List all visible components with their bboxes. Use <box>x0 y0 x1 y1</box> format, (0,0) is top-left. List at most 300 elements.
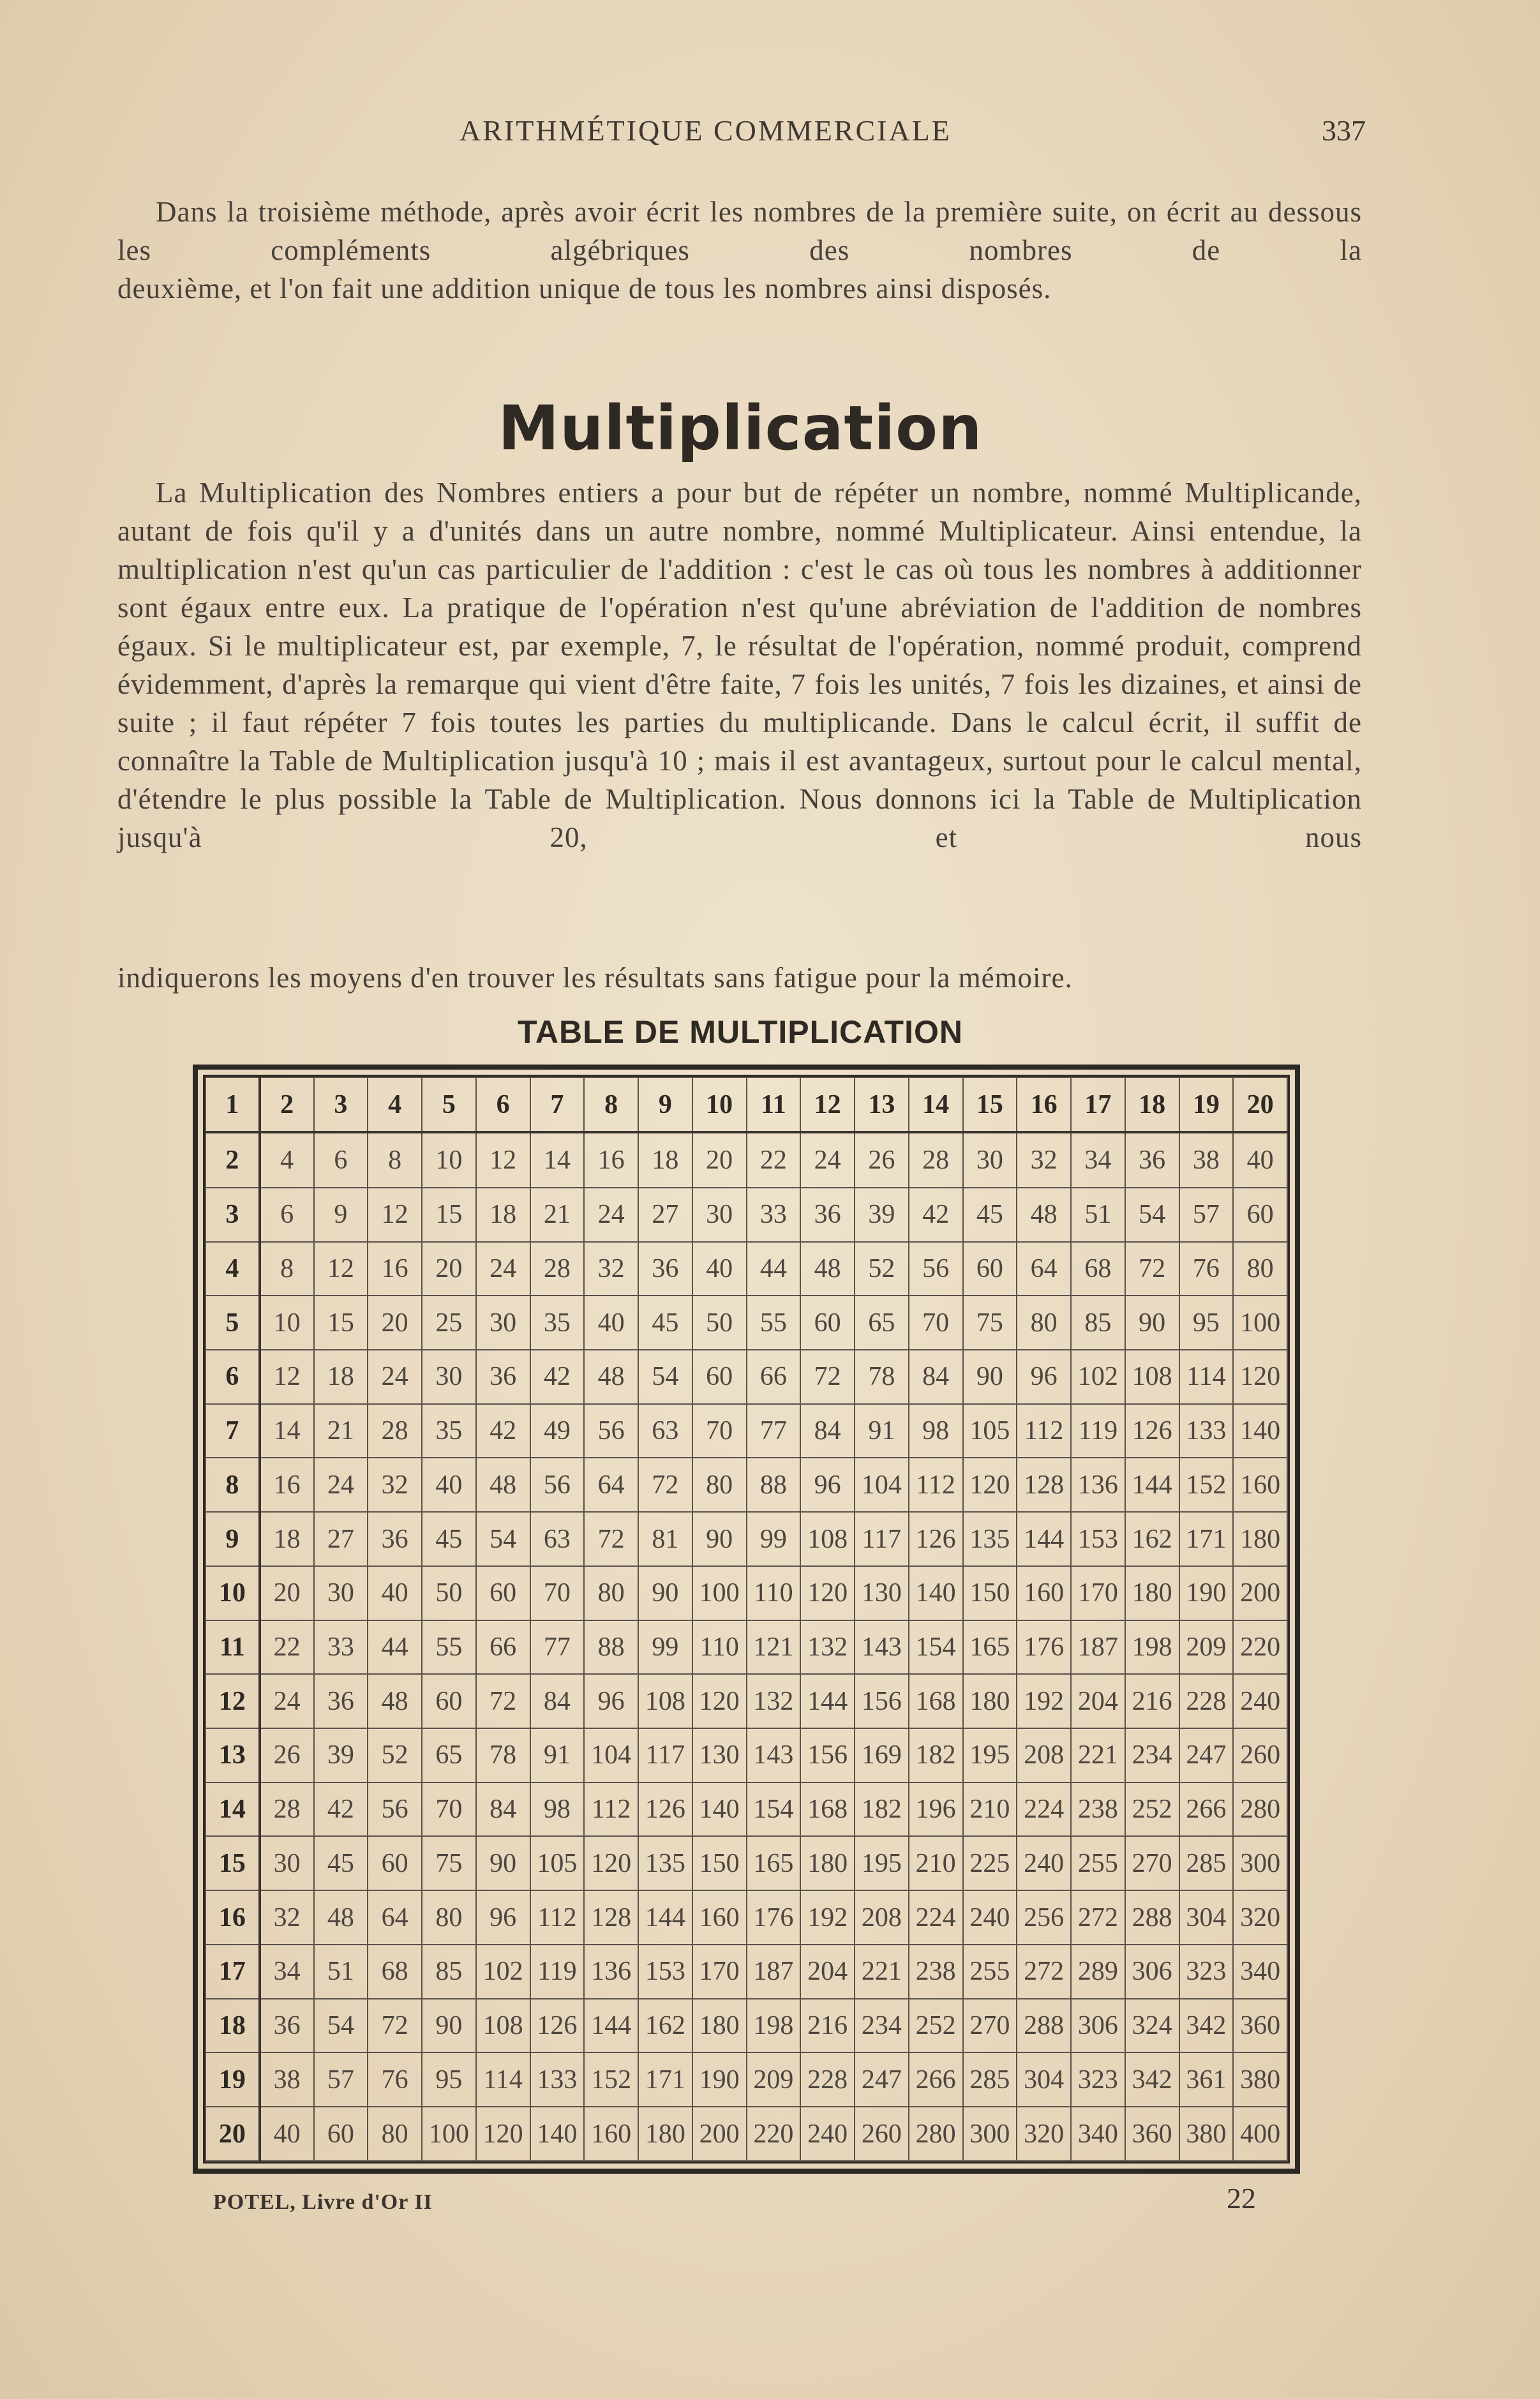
table-cell: 20 <box>692 1132 747 1187</box>
table-cell: 32 <box>260 1890 314 1945</box>
table-cell: 220 <box>1233 1620 1287 1675</box>
table-cell: 45 <box>314 1836 368 1890</box>
table-cell: 225 <box>963 1836 1017 1890</box>
table-cell: 28 <box>530 1242 585 1296</box>
table-cell: 108 <box>1125 1350 1179 1404</box>
table-cell: 140 <box>692 1782 747 1837</box>
table-cell: 21 <box>314 1404 368 1458</box>
table-header-cell: 7 <box>530 1077 585 1132</box>
table-cell: 255 <box>1071 1836 1125 1890</box>
table-cell: 33 <box>747 1188 801 1242</box>
table-cell: 60 <box>963 1242 1017 1296</box>
table-cell: 361 <box>1179 2052 1234 2107</box>
table-cell: 90 <box>422 1999 476 2053</box>
table-cell: 100 <box>422 2107 476 2161</box>
table-cell: 77 <box>530 1620 585 1675</box>
table-cell: 76 <box>368 2052 422 2107</box>
table-header-cell: 9 <box>206 1512 260 1566</box>
table-cell: 60 <box>692 1350 747 1404</box>
table-cell: 112 <box>530 1890 585 1945</box>
table-cell: 95 <box>1179 1296 1234 1350</box>
main-paragraph <box>117 474 1362 856</box>
table-cell: 10 <box>260 1296 314 1350</box>
main-paragraph-last-line-text: indiquerons les moyens d'en trouver les résultats sans fatigue pour la mémoire. <box>117 962 1073 994</box>
table-cell: 81 <box>638 1512 692 1566</box>
table-cell: 14 <box>260 1404 314 1458</box>
table-header-cell: 8 <box>584 1077 638 1132</box>
table-cell: 72 <box>638 1458 692 1512</box>
table-cell: 90 <box>638 1566 692 1620</box>
table-cell: 36 <box>638 1242 692 1296</box>
table-cell: 135 <box>638 1836 692 1890</box>
table-cell: 12 <box>260 1350 314 1404</box>
table-cell: 70 <box>530 1566 585 1620</box>
table-cell: 120 <box>692 1674 747 1728</box>
table-cell: 78 <box>476 1728 530 1782</box>
table-cell: 18 <box>260 1512 314 1566</box>
table-header-cell: 11 <box>206 1620 260 1675</box>
table-header-cell: 10 <box>206 1566 260 1620</box>
table-cell: 190 <box>692 2052 747 2107</box>
table-cell: 54 <box>476 1512 530 1566</box>
table-cell: 136 <box>584 1945 638 1999</box>
table-cell: 20 <box>260 1566 314 1620</box>
table-cell: 133 <box>1179 1404 1234 1458</box>
table-cell: 96 <box>800 1458 855 1512</box>
table-cell: 180 <box>1233 1512 1287 1566</box>
table-cell: 54 <box>638 1350 692 1404</box>
table-cell: 128 <box>1017 1458 1071 1512</box>
table-cell: 240 <box>1017 1836 1071 1890</box>
table-cell: 154 <box>909 1620 963 1675</box>
table-cell: 126 <box>638 1782 692 1837</box>
table-cell: 165 <box>963 1620 1017 1675</box>
table-cell: 35 <box>530 1296 585 1350</box>
table-header-cell: 12 <box>800 1077 855 1132</box>
table-cell: 6 <box>260 1188 314 1242</box>
table-header-cell: 2 <box>260 1077 314 1132</box>
table-cell: 60 <box>368 1836 422 1890</box>
table-cell: 108 <box>476 1999 530 2053</box>
table-cell: 68 <box>1071 1242 1125 1296</box>
multiplication-table-frame <box>193 1065 1300 2174</box>
table-cell: 209 <box>747 2052 801 2107</box>
table-cell: 140 <box>1233 1404 1287 1458</box>
table-cell: 76 <box>1179 1242 1234 1296</box>
table-cell: 144 <box>800 1674 855 1728</box>
table-cell: 196 <box>909 1782 963 1837</box>
table-cell: 289 <box>1071 1945 1125 1999</box>
table-cell: 50 <box>692 1296 747 1350</box>
table-cell: 66 <box>747 1350 801 1404</box>
table-cell: 20 <box>368 1296 422 1350</box>
table-cell: 176 <box>1017 1620 1071 1675</box>
table-cell: 48 <box>368 1674 422 1728</box>
intro-paragraph-text: Dans la troisième méthode, après avoir écrit les nombres de la première suite, on écrit au dessous les compléments algébriques des nombres de la <box>117 196 1362 266</box>
table-cell: 288 <box>1125 1890 1179 1945</box>
table-header-cell: 11 <box>747 1077 801 1132</box>
table-cell: 40 <box>1233 1132 1287 1187</box>
table-cell: 153 <box>1071 1512 1125 1566</box>
table-cell: 48 <box>314 1890 368 1945</box>
table-cell: 18 <box>476 1188 530 1242</box>
table-cell: 112 <box>584 1782 638 1837</box>
table-cell: 132 <box>800 1620 855 1675</box>
table-cell: 187 <box>747 1945 801 1999</box>
table-cell: 80 <box>1017 1296 1071 1350</box>
table-cell: 221 <box>1071 1728 1125 1782</box>
table-cell: 238 <box>909 1945 963 1999</box>
table-cell: 56 <box>909 1242 963 1296</box>
table-cell: 36 <box>260 1999 314 2053</box>
table-cell: 34 <box>1071 1132 1125 1187</box>
table-cell: 216 <box>1125 1674 1179 1728</box>
table-cell: 288 <box>1017 1999 1071 2053</box>
table-row <box>206 1296 1287 1350</box>
table-cell: 38 <box>260 2052 314 2107</box>
table-header-cell: 18 <box>206 1999 260 2053</box>
table-cell: 300 <box>963 2107 1017 2161</box>
table-cell: 78 <box>855 1350 909 1404</box>
table-cell: 32 <box>368 1458 422 1512</box>
table-cell: 30 <box>476 1296 530 1350</box>
table-cell: 77 <box>747 1404 801 1458</box>
table-cell: 160 <box>584 2107 638 2161</box>
table-cell: 88 <box>747 1458 801 1512</box>
table-cell: 85 <box>1071 1296 1125 1350</box>
table-cell: 15 <box>314 1296 368 1350</box>
table-cell: 133 <box>530 2052 585 2107</box>
table-cell: 266 <box>909 2052 963 2107</box>
table-cell: 260 <box>855 2107 909 2161</box>
table-cell: 112 <box>1017 1404 1071 1458</box>
table-cell: 24 <box>314 1458 368 1512</box>
table-header-cell: 1 <box>206 1077 260 1132</box>
table-cell: 96 <box>1017 1350 1071 1404</box>
table-cell: 160 <box>1017 1566 1071 1620</box>
table-cell: 8 <box>260 1242 314 1296</box>
table-cell: 198 <box>1125 1620 1179 1675</box>
table-cell: 91 <box>855 1404 909 1458</box>
table-cell: 22 <box>260 1620 314 1675</box>
table-cell: 32 <box>1017 1132 1071 1187</box>
table-cell: 22 <box>747 1132 801 1187</box>
table-cell: 28 <box>260 1782 314 1837</box>
table-cell: 20 <box>422 1242 476 1296</box>
table-cell: 200 <box>692 2107 747 2161</box>
table-cell: 140 <box>909 1566 963 1620</box>
table-cell: 252 <box>909 1999 963 2053</box>
intro-paragraph-last-line <box>117 269 1362 308</box>
table-cell: 120 <box>1233 1350 1287 1404</box>
table-cell: 54 <box>314 1999 368 2053</box>
table-cell: 16 <box>368 1242 422 1296</box>
table-cell: 342 <box>1125 2052 1179 2107</box>
table-cell: 126 <box>530 1999 585 2053</box>
table-cell: 152 <box>1179 1458 1234 1512</box>
multiplication-table-inner-border <box>203 1075 1290 2164</box>
table-cell: 45 <box>422 1512 476 1566</box>
table-row <box>206 1350 1287 1404</box>
table-header-cell: 17 <box>206 1945 260 1999</box>
table-cell: 204 <box>1071 1674 1125 1728</box>
table-cell: 72 <box>800 1350 855 1404</box>
table-header-cell: 7 <box>206 1404 260 1458</box>
table-header-cell: 17 <box>1071 1077 1125 1132</box>
table-cell: 126 <box>1125 1404 1179 1458</box>
table-header-cell: 20 <box>1233 1077 1287 1132</box>
table-header-cell: 19 <box>206 2052 260 2107</box>
table-cell: 400 <box>1233 2107 1287 2161</box>
table-cell: 80 <box>584 1566 638 1620</box>
table-cell: 26 <box>260 1728 314 1782</box>
table-cell: 65 <box>422 1728 476 1782</box>
table-cell: 16 <box>260 1458 314 1512</box>
table-cell: 187 <box>1071 1620 1125 1675</box>
table-cell: 240 <box>800 2107 855 2161</box>
table-cell: 154 <box>747 1782 801 1837</box>
table-cell: 84 <box>476 1782 530 1837</box>
table-row <box>206 1566 1287 1620</box>
table-cell: 35 <box>422 1404 476 1458</box>
table-cell: 102 <box>1071 1350 1125 1404</box>
table-cell: 65 <box>855 1296 909 1350</box>
table-cell: 210 <box>963 1782 1017 1837</box>
table-cell: 102 <box>476 1945 530 1999</box>
table-cell: 44 <box>747 1242 801 1296</box>
table-cell: 360 <box>1233 1999 1287 2053</box>
table-cell: 33 <box>314 1620 368 1675</box>
table-cell: 180 <box>1125 1566 1179 1620</box>
table-cell: 99 <box>747 1512 801 1566</box>
table-cell: 195 <box>963 1728 1017 1782</box>
table-cell: 380 <box>1233 2052 1287 2107</box>
table-header-cell: 13 <box>206 1728 260 1782</box>
table-cell: 105 <box>963 1404 1017 1458</box>
table-cell: 104 <box>855 1458 909 1512</box>
table-cell: 304 <box>1179 1890 1234 1945</box>
table-cell: 34 <box>260 1945 314 1999</box>
table-cell: 234 <box>855 1999 909 2053</box>
table-cell: 84 <box>909 1350 963 1404</box>
table-cell: 153 <box>638 1945 692 1999</box>
table-cell: 12 <box>314 1242 368 1296</box>
table-cell: 95 <box>422 2052 476 2107</box>
table-cell: 270 <box>1125 1836 1179 1890</box>
table-cell: 48 <box>800 1242 855 1296</box>
table-cell: 51 <box>1071 1188 1125 1242</box>
table-row <box>206 1404 1287 1458</box>
table-header-cell: 20 <box>206 2107 260 2161</box>
table-cell: 320 <box>1017 2107 1071 2161</box>
table-cell: 84 <box>800 1404 855 1458</box>
table-cell: 108 <box>638 1674 692 1728</box>
table-cell: 85 <box>422 1945 476 1999</box>
table-cell: 156 <box>855 1674 909 1728</box>
table-cell: 30 <box>422 1350 476 1404</box>
table-cell: 55 <box>422 1620 476 1675</box>
table-cell: 36 <box>800 1188 855 1242</box>
table-cell: 24 <box>476 1242 530 1296</box>
table-cell: 165 <box>747 1836 801 1890</box>
table-header-cell: 8 <box>206 1458 260 1512</box>
table-cell: 28 <box>909 1132 963 1187</box>
table-cell: 121 <box>747 1620 801 1675</box>
table-header-cell: 15 <box>963 1077 1017 1132</box>
table-cell: 320 <box>1233 1890 1287 1945</box>
table-cell: 221 <box>855 1945 909 1999</box>
table-cell: 18 <box>314 1350 368 1404</box>
table-cell: 306 <box>1125 1945 1179 1999</box>
table-row <box>206 1132 1287 1187</box>
table-cell: 256 <box>1017 1890 1071 1945</box>
table-cell: 27 <box>314 1512 368 1566</box>
table-cell: 300 <box>1233 1836 1287 1890</box>
table-row <box>206 1890 1287 1945</box>
table-cell: 72 <box>476 1674 530 1728</box>
table-cell: 126 <box>909 1512 963 1566</box>
table-cell: 119 <box>1071 1404 1125 1458</box>
table-cell: 12 <box>368 1188 422 1242</box>
table-row <box>206 2107 1287 2161</box>
table-cell: 130 <box>855 1566 909 1620</box>
table-cell: 98 <box>530 1782 585 1837</box>
table-header-cell: 14 <box>909 1077 963 1132</box>
table-cell: 144 <box>1125 1458 1179 1512</box>
table-row <box>206 1674 1287 1728</box>
table-cell: 198 <box>747 1999 801 2053</box>
table-cell: 80 <box>692 1458 747 1512</box>
table-cell: 24 <box>800 1132 855 1187</box>
table-cell: 24 <box>260 1674 314 1728</box>
table-cell: 60 <box>476 1566 530 1620</box>
table-cell: 180 <box>800 1836 855 1890</box>
table-cell: 42 <box>909 1188 963 1242</box>
table-title: TABLE DE MULTIPLICATION <box>518 1014 963 1050</box>
signature-mark: 22 <box>1227 2182 1256 2215</box>
table-cell: 57 <box>314 2052 368 2107</box>
table-cell: 208 <box>1017 1728 1071 1782</box>
table-cell: 170 <box>692 1945 747 1999</box>
table-cell: 143 <box>747 1728 801 1782</box>
table-cell: 16 <box>584 1132 638 1187</box>
table-cell: 224 <box>909 1890 963 1945</box>
table-cell: 40 <box>692 1242 747 1296</box>
table-cell: 55 <box>747 1296 801 1350</box>
table-cell: 209 <box>1179 1620 1234 1675</box>
table-cell: 9 <box>314 1188 368 1242</box>
table-cell: 36 <box>314 1674 368 1728</box>
table-cell: 98 <box>909 1404 963 1458</box>
table-cell: 36 <box>1125 1132 1179 1187</box>
table-cell: 228 <box>800 2052 855 2107</box>
table-cell: 168 <box>800 1782 855 1837</box>
table-cell: 144 <box>638 1890 692 1945</box>
table-cell: 30 <box>314 1566 368 1620</box>
table-cell: 323 <box>1071 2052 1125 2107</box>
publisher-footer: POTEL, Livre d'Or II <box>213 2190 433 2214</box>
table-cell: 255 <box>963 1945 1017 1999</box>
table-cell: 90 <box>476 1836 530 1890</box>
table-cell: 117 <box>855 1512 909 1566</box>
table-cell: 70 <box>422 1782 476 1837</box>
table-cell: 117 <box>638 1728 692 1782</box>
table-cell: 324 <box>1125 1999 1179 2053</box>
table-cell: 75 <box>422 1836 476 1890</box>
table-cell: 100 <box>692 1566 747 1620</box>
table-header-cell: 19 <box>1179 1077 1234 1132</box>
table-cell: 120 <box>584 1836 638 1890</box>
table-cell: 128 <box>584 1890 638 1945</box>
table-cell: 150 <box>692 1836 747 1890</box>
table-cell: 240 <box>1233 1674 1287 1728</box>
page-number: 337 <box>1322 114 1366 147</box>
running-head <box>115 114 1366 152</box>
table-cell: 45 <box>638 1296 692 1350</box>
table-cell: 72 <box>584 1512 638 1566</box>
table-cell: 120 <box>800 1566 855 1620</box>
table-cell: 70 <box>909 1296 963 1350</box>
table-cell: 228 <box>1179 1674 1234 1728</box>
table-cell: 180 <box>638 2107 692 2161</box>
table-cell: 176 <box>747 1890 801 1945</box>
table-cell: 90 <box>963 1350 1017 1404</box>
table-cell: 60 <box>800 1296 855 1350</box>
table-cell: 150 <box>963 1566 1017 1620</box>
table-cell: 162 <box>638 1999 692 2053</box>
main-paragraph-last-line <box>117 959 1362 997</box>
table-cell: 110 <box>692 1620 747 1675</box>
table-cell: 56 <box>530 1458 585 1512</box>
table-header-cell: 13 <box>855 1077 909 1132</box>
table-cell: 54 <box>1125 1188 1179 1242</box>
table-cell: 285 <box>963 2052 1017 2107</box>
table-cell: 36 <box>476 1350 530 1404</box>
table-cell: 156 <box>800 1728 855 1782</box>
table-cell: 144 <box>1017 1512 1071 1566</box>
table-row <box>206 1512 1287 1566</box>
table-cell: 210 <box>909 1836 963 1890</box>
table-cell: 10 <box>422 1132 476 1187</box>
table-row <box>206 1077 1287 1132</box>
table-cell: 68 <box>368 1945 422 1999</box>
table-cell: 360 <box>1125 2107 1179 2161</box>
table-cell: 96 <box>476 1890 530 1945</box>
table-cell: 192 <box>1017 1674 1071 1728</box>
table-row <box>206 1458 1287 1512</box>
table-cell: 140 <box>530 2107 585 2161</box>
table-cell: 340 <box>1071 2107 1125 2161</box>
table-cell: 240 <box>963 1890 1017 1945</box>
table-cell: 14 <box>530 1132 585 1187</box>
table-cell: 216 <box>800 1999 855 2053</box>
table-cell: 12 <box>476 1132 530 1187</box>
table-cell: 247 <box>855 2052 909 2107</box>
table-cell: 96 <box>584 1674 638 1728</box>
table-cell: 192 <box>800 1890 855 1945</box>
table-cell: 30 <box>260 1836 314 1890</box>
table-cell: 84 <box>530 1674 585 1728</box>
table-cell: 195 <box>855 1836 909 1890</box>
table-cell: 64 <box>1017 1242 1071 1296</box>
table-header-cell: 4 <box>368 1077 422 1132</box>
multiplication-table <box>205 1077 1288 2162</box>
table-cell: 48 <box>584 1350 638 1404</box>
table-header-cell: 10 <box>692 1077 747 1132</box>
table-cell: 75 <box>963 1296 1017 1350</box>
table-cell: 40 <box>422 1458 476 1512</box>
table-cell: 32 <box>584 1242 638 1296</box>
